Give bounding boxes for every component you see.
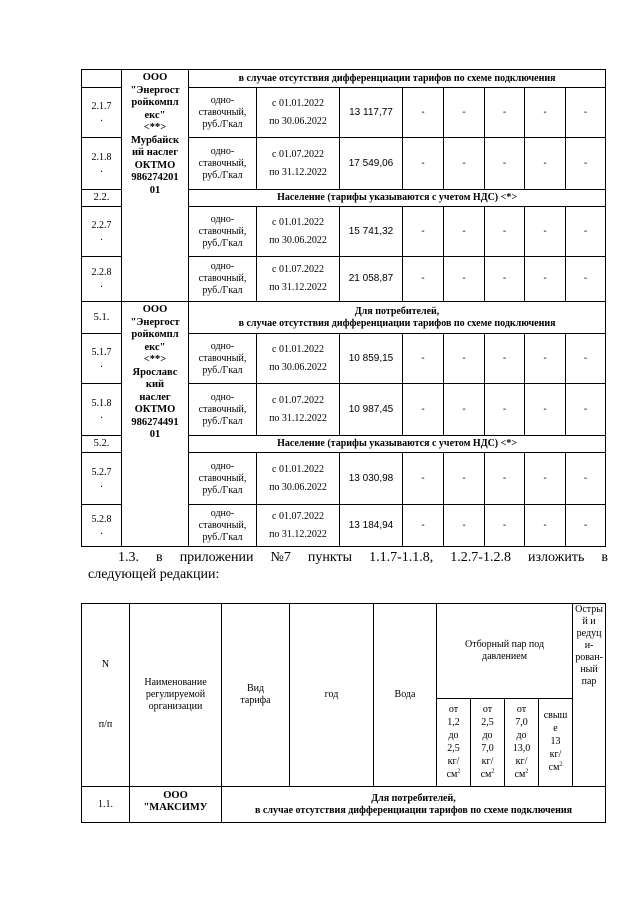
tariff-type-line: руб./Гкал (202, 237, 243, 249)
dash-cell: - (403, 505, 444, 547)
header-organization (130, 604, 222, 787)
paragraph-word: пункты (307, 550, 353, 565)
row-number-line: . (100, 163, 103, 175)
period-from: с 01.07.2022 (272, 394, 324, 406)
section-line: в случае отсутствия дифференциации тарифов по схеме подключения (255, 804, 573, 816)
section-line: Для потребителей, (371, 792, 456, 804)
row-number-line: 5.2.7 (91, 466, 112, 478)
dash-cell: - (525, 257, 566, 302)
dash-cell: - (485, 207, 525, 257)
row-number-line: . (100, 409, 103, 421)
period-to: по 30.06.2022 (269, 234, 327, 246)
tariff-type (189, 505, 257, 547)
org-name-line: ОКТМО (134, 404, 176, 415)
table-row (82, 604, 606, 699)
dash-cell: - (485, 384, 525, 436)
period-from: с 01.01.2022 (272, 97, 324, 109)
row-number (82, 207, 122, 257)
row-number (82, 88, 122, 138)
tariff-type-line: одно- (210, 261, 235, 272)
period-cell (257, 334, 340, 384)
period-cell (257, 88, 340, 138)
row-number-line: . (100, 358, 103, 370)
tariff-type-line: одно- (210, 213, 235, 225)
dash-cell: - (525, 207, 566, 257)
tariff-type-line: руб./Гкал (202, 364, 243, 376)
section-header: в случае отсутствия дифференциации тарифов по схеме подключения (189, 70, 606, 88)
period-cell (257, 138, 340, 190)
tariff-type-line: руб./Гкал (202, 118, 243, 130)
dash-cell: - (403, 138, 444, 190)
dash-cell: - (403, 88, 444, 138)
tariff-type-line: ставочный, (198, 519, 247, 531)
tariff-value: 21 058,87 (340, 257, 403, 302)
dash-cell: - (566, 384, 606, 436)
row-number (82, 334, 122, 384)
row-number-line: . (100, 478, 103, 490)
section-header (189, 302, 606, 334)
superscript: 2 (491, 768, 495, 775)
row-number-line: 5.2.8 (91, 513, 112, 525)
section-line: Для потребителей, (354, 305, 440, 317)
period-cell (257, 384, 340, 436)
org-name-line: 986274201 (131, 172, 179, 183)
header-text: Наименование (144, 677, 207, 688)
org-name-line: <**> (143, 122, 167, 133)
header-tariff-type (222, 604, 290, 787)
org-name-line: наслег (139, 391, 171, 403)
tariff-type (189, 453, 257, 505)
header-text: регулируемой (145, 689, 206, 700)
tariff-type-line: одно- (210, 507, 235, 519)
org-name-line: <**> (143, 354, 167, 365)
org-cell (130, 787, 222, 823)
header-text: тарифа (240, 695, 271, 706)
tariff-type (189, 384, 257, 436)
org-name-line: екс" (144, 341, 166, 353)
dash-cell: - (403, 207, 444, 257)
tariff-value: 13 030,98 (340, 453, 403, 505)
header-text: давлением (482, 651, 528, 662)
period-to: по 30.06.2022 (269, 115, 327, 127)
header-text: $см^2$ (548, 761, 563, 773)
header-water: Вода (374, 604, 437, 787)
header-text: редуц (576, 628, 602, 639)
tariff-type-line: одно- (210, 145, 235, 157)
dash-cell: - (525, 453, 566, 505)
header-n (82, 604, 130, 787)
header-text: до (516, 729, 527, 741)
period-from: с 01.07.2022 (272, 264, 324, 275)
table-row (82, 787, 606, 823)
tariff-value: 10 859,15 (340, 334, 403, 384)
paragraph-word: 1.3. (118, 550, 139, 565)
header-text: 1,2 (447, 716, 460, 728)
row-number: 5.1. (82, 302, 122, 334)
header-text: от (448, 703, 459, 715)
tariff-type (189, 334, 257, 384)
org-name-line: ройкомпл (131, 97, 179, 108)
row-number: 5.2. (82, 436, 122, 453)
period-to: по 31.12.2022 (269, 166, 327, 178)
dash-cell: - (403, 384, 444, 436)
org-name-line: екс" (144, 109, 166, 121)
row-number (82, 257, 122, 302)
org-name-line: ройкомпл (131, 329, 179, 340)
dash-cell: - (444, 384, 485, 436)
period-to: по 30.06.2022 (269, 481, 327, 493)
header-pressure-1 (437, 699, 471, 787)
paragraph-word: в (156, 550, 163, 565)
paragraph-word: 1.1.7-1.1.8, (369, 550, 434, 565)
period-from: с 01.01.2022 (272, 343, 324, 355)
header-text: 7,0 (515, 716, 528, 728)
header-year: год (290, 604, 374, 787)
row-number-line: 2.1.7 (91, 100, 112, 112)
dash-cell: - (566, 257, 606, 302)
header-text: рован- (575, 652, 603, 663)
tariff-value: 15 741,32 (340, 207, 403, 257)
row-number-line: 2.1.8 (91, 151, 112, 163)
tariff-type-line: ставочный, (198, 273, 247, 284)
header-text: от (482, 703, 493, 715)
period-cell (257, 257, 340, 302)
org-name-line: 01 (149, 184, 161, 196)
superscript: 2 (525, 768, 529, 775)
paragraph-word: №7 (270, 550, 291, 565)
header-text: 7,0 (481, 742, 494, 754)
header-text: 2,5 (447, 742, 460, 754)
tariff-type-line: руб./Гкал (202, 484, 243, 496)
header-text: до (482, 729, 493, 741)
period-to: по 31.12.2022 (269, 412, 327, 424)
row-number-line: 5.1.8 (91, 397, 112, 409)
header-text: пар (581, 676, 597, 687)
section-line: в случае отсутствия дифференциации тарифов по схеме подключения (238, 317, 556, 329)
paragraph-line: следующей редакции: (88, 567, 220, 582)
tariff-table (81, 69, 606, 547)
org-cell-1 (122, 70, 189, 302)
header-text: Вид (246, 683, 265, 694)
header-text: организации (148, 701, 203, 712)
org-name-line: кий (145, 379, 165, 390)
row-number (82, 505, 122, 547)
dash-cell: - (444, 505, 485, 547)
header-steam (437, 604, 573, 699)
period-cell (257, 207, 340, 257)
tariff-type (189, 88, 257, 138)
header-text: $см^2$ (480, 768, 495, 780)
dash-cell: - (403, 257, 444, 302)
row-number (82, 138, 122, 190)
header-text: $см^2$ (514, 768, 529, 780)
tariff-type-line: руб./Гкал (202, 415, 243, 427)
header-sharp-steam (573, 604, 606, 787)
header-text: кг/ (447, 755, 460, 767)
dash-cell: - (566, 453, 606, 505)
org-name-line: ий наслег (131, 147, 178, 158)
tariff-header-table (81, 603, 606, 823)
period-cell (257, 453, 340, 505)
tariff-type-line: одно- (210, 460, 235, 472)
header-text: кг/ (515, 755, 528, 767)
row-number-line: . (100, 279, 103, 290)
paragraph-line (88, 549, 608, 566)
dash-cell: - (444, 88, 485, 138)
tariff-value: 10 987,45 (340, 384, 403, 436)
dash-cell: - (566, 138, 606, 190)
tariff-type-line: руб./Гкал (202, 169, 243, 181)
paragraph-word: в (601, 550, 608, 565)
tariff-value: 13 117,77 (340, 88, 403, 138)
org-name-line: ООО (142, 72, 168, 83)
period-to: по 31.12.2022 (269, 528, 327, 540)
superscript: 2 (457, 768, 461, 775)
tariff-type-line: руб./Гкал (202, 285, 243, 296)
header-text: 2,5 (481, 716, 494, 728)
dash-cell: - (525, 384, 566, 436)
header-text: кг/ (549, 749, 562, 760)
row-number (82, 384, 122, 436)
tariff-type-line: ставочный, (198, 225, 247, 237)
dash-cell: - (403, 453, 444, 505)
header-text: кг/ (481, 755, 494, 767)
tariff-value: 13 184,94 (340, 505, 403, 547)
row-number (82, 453, 122, 505)
header-text: е (553, 723, 558, 734)
amendment-paragraph (88, 549, 608, 583)
dash-cell: - (525, 138, 566, 190)
header-text: Отборный пар под (465, 639, 545, 650)
tariff-type-line: ставочный, (198, 472, 247, 484)
row-number-line: 2.2.7 (91, 219, 112, 231)
header-text: от (516, 703, 527, 715)
tariff-type-line: руб./Гкал (202, 531, 243, 543)
dash-cell: - (485, 88, 525, 138)
dash-cell: - (485, 334, 525, 384)
header-text: ный (580, 664, 598, 675)
org-name-line: Ярославс (132, 366, 178, 378)
row-number-line: 5.1.7 (91, 346, 112, 358)
tariff-type-line: одно- (210, 391, 235, 403)
row-number-line: 2.2.8 (91, 267, 112, 278)
org-name-line: Мурбайск (130, 134, 180, 146)
tariff-type (189, 138, 257, 190)
dash-cell: - (566, 207, 606, 257)
header-text: и- (584, 640, 594, 651)
dash-cell: - (444, 453, 485, 505)
dash-cell: - (444, 138, 485, 190)
dash-cell: - (525, 334, 566, 384)
tariff-type-line: ставочный, (198, 157, 247, 169)
section-header (222, 787, 606, 823)
paragraph-word: изложить (528, 550, 585, 565)
org-name-line: 01 (149, 429, 161, 440)
dash-cell: - (485, 505, 525, 547)
tariff-type-line: ставочный, (198, 403, 247, 415)
tariff-value: 17 549,06 (340, 138, 403, 190)
table-row (82, 302, 606, 334)
header-text: до (448, 729, 459, 741)
dash-cell: - (485, 138, 525, 190)
section-header: Население (тарифы указываются с учетом НДС) <*> (189, 190, 606, 207)
dash-cell: - (444, 334, 485, 384)
row-number: 2.2. (82, 190, 122, 207)
tariff-type-line: одно- (210, 340, 235, 352)
org-cell-2 (122, 302, 189, 547)
header-text: N (101, 659, 110, 670)
header-text: й и (582, 616, 596, 627)
period-to: по 31.12.2022 (269, 282, 327, 293)
period-from: с 01.07.2022 (272, 148, 324, 160)
header-pressure-3 (505, 699, 539, 787)
dash-cell: - (485, 453, 525, 505)
org-name-line: ООО (142, 304, 168, 315)
header-text: 13 (550, 736, 561, 747)
dash-cell: - (566, 334, 606, 384)
org-name-line: ОКТМО (134, 159, 176, 171)
period-from: с 01.01.2022 (272, 216, 324, 228)
paragraph-word: 1.2.7-1.2.8 (450, 550, 511, 565)
org-name-line: "Энергост (130, 84, 180, 96)
header-text: свыш (543, 710, 568, 721)
superscript: 2 (559, 761, 563, 768)
tariff-type-line: ставочный, (198, 106, 247, 118)
dash-cell: - (444, 207, 485, 257)
header-text: 13,0 (512, 742, 531, 754)
row-number-line: . (100, 525, 103, 537)
org-name-line: ООО (163, 790, 188, 801)
org-name-line: "МАКСИМУ (143, 802, 208, 813)
header-text: Остры (575, 604, 603, 615)
header-pressure-2 (471, 699, 505, 787)
section-header: Население (тарифы указываются с учетом НДС) <*> (189, 436, 606, 453)
period-from: с 01.07.2022 (272, 510, 324, 522)
dash-cell: - (444, 257, 485, 302)
period-cell (257, 505, 340, 547)
dash-cell: - (566, 88, 606, 138)
dash-cell: - (566, 505, 606, 547)
dash-cell: - (525, 505, 566, 547)
table-cell (82, 70, 122, 88)
tariff-type-line: ставочный, (198, 352, 247, 364)
tariff-type (189, 207, 257, 257)
header-text: п/п (98, 719, 113, 730)
row-number-line: . (100, 112, 103, 124)
period-to: по 30.06.2022 (269, 361, 327, 373)
period-from: с 01.01.2022 (272, 463, 324, 475)
tariff-type-line: одно- (210, 94, 235, 106)
org-name-line: "Энергост (130, 316, 180, 328)
org-name-line: 986274491 (131, 416, 179, 428)
row-number-line: . (100, 231, 103, 243)
dash-cell: - (485, 257, 525, 302)
dash-cell: - (525, 88, 566, 138)
table-row (82, 70, 606, 88)
header-pressure-4 (539, 699, 573, 787)
header-text: $см^2$ (446, 768, 461, 780)
tariff-type (189, 257, 257, 302)
dash-cell: - (403, 334, 444, 384)
paragraph-word: приложении (179, 550, 254, 565)
row-number: 1.1. (82, 787, 130, 823)
